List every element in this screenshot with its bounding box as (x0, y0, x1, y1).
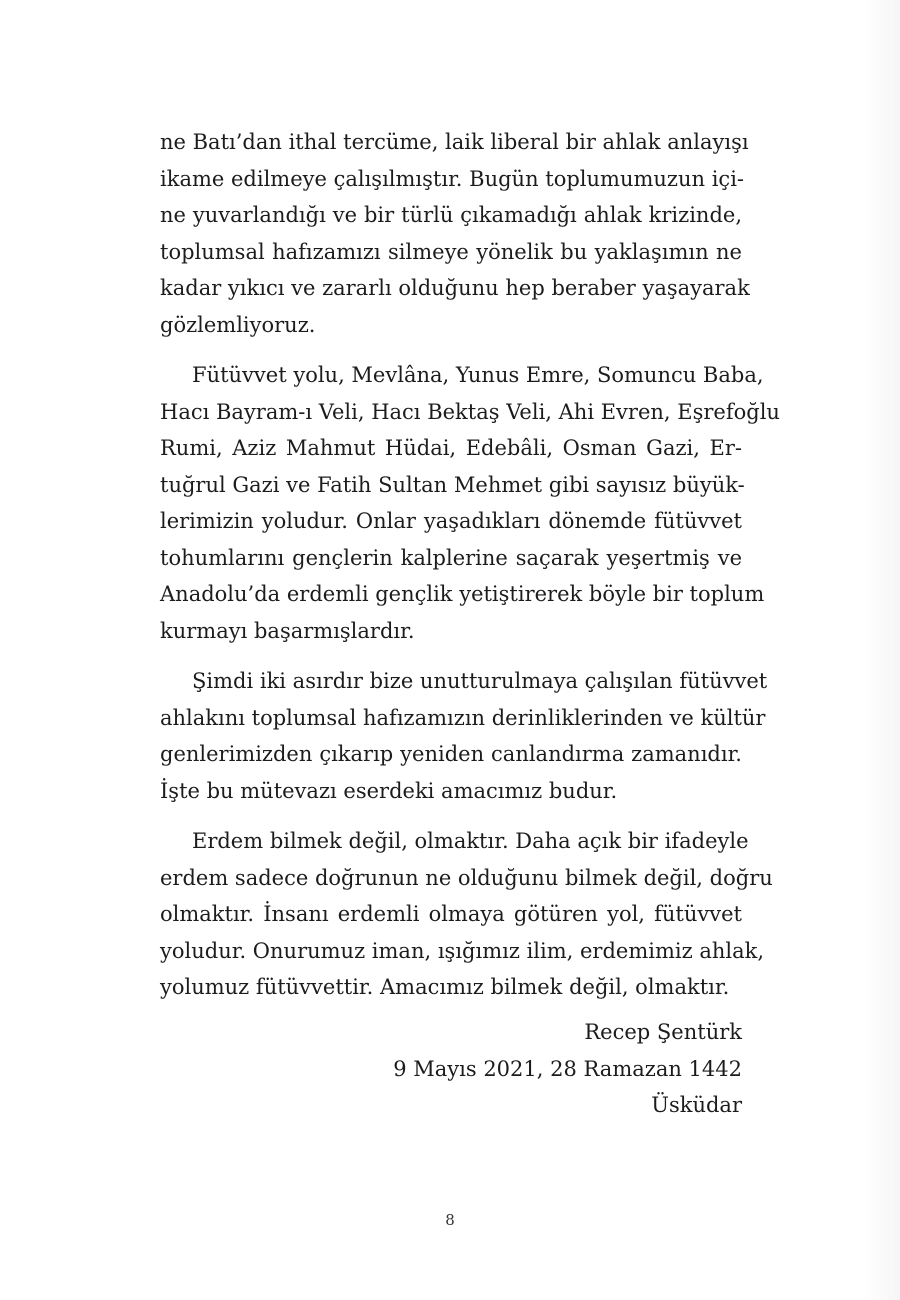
paragraph-4 (160, 823, 773, 1006)
text-line: tohumlarını gençlerin kalplerine saçarak yeşertmiş ve (160, 545, 742, 570)
text-line: olmaktır. İnsanı erdemli olmaya götüren yol, fütüvvet (160, 902, 742, 926)
text-line: ne Batı’dan ithal tercüme, laik liberal bir ahlak anlayışı (160, 130, 749, 154)
text-line: kurmayı başarmışlardır. (160, 618, 415, 643)
text-line: kadar yıkıcı ve zararlı olduğunu hep beraber yaşayarak (160, 276, 750, 300)
text-line: Rumi, Aziz Mahmut Hüdai, Edebâli, Osman Gazi, Er- (160, 436, 742, 460)
text-line: gözlemliyoruz. (160, 312, 316, 337)
author-name: Recep Şentürk (584, 1020, 742, 1044)
text-line: yolumuz fütüvvettir. Amacımız bilmek değil, olmaktır. (160, 975, 730, 999)
text-line: ne yuvarlandığı ve bir türlü çıkamadığı ahlak krizinde, (160, 203, 742, 227)
text-line: Fütüvvet yolu, Mevlâna, Yunus Emre, Somuncu Baba, (192, 363, 764, 387)
text-line: toplumsal hafızamızı silmeye yönelik bu yaklaşımın ne (160, 239, 742, 264)
body-text (160, 124, 780, 1020)
text-line: genlerimizden çıkarıp yeniden canlandırma zamanıdır. (160, 742, 742, 766)
page-edge (864, 0, 900, 1300)
signature-place: Üsküdar (651, 1093, 742, 1117)
signature-date: 9 Mayıs 2021, 28 Ramazan 1442 (393, 1056, 742, 1081)
paragraph-2 (160, 357, 780, 649)
paragraph-1 (160, 124, 750, 343)
text-line: lerimizin yoludur. Onlar yaşadıkları dönemde fütüvvet (160, 509, 742, 533)
paragraph-3 (160, 663, 768, 809)
text-line: İşte bu mütevazı eserdeki amacımız budur. (160, 778, 618, 803)
text-line: ikame edilmeye çalışılmıştır. Bugün toplumumuzun içi- (160, 166, 745, 191)
text-line: Anadolu’da erdemli gençlik yetiştirerek böyle bir toplum (160, 582, 765, 606)
text-line: ahlakını toplumsal hafızamızın derinliklerinden ve kültür (160, 705, 766, 730)
text-line: erdem sadece doğrunun ne olduğunu bilmek değil, doğru (160, 865, 773, 890)
text-line: Hacı Bayram-ı Veli, Hacı Bektaş Veli, Ahi Evren, Eşrefoğlu (160, 399, 780, 424)
signature-block (393, 1014, 742, 1124)
text-line: Erdem bilmek değil, olmaktır. Daha açık bir ifadeyle (192, 829, 749, 853)
text-line: tuğrul Gazi ve Fatih Sultan Mehmet gibi sayısız büyük- (160, 472, 745, 497)
text-line: Şimdi iki asırdır bize unutturulmaya çalışılan fütüvvet (192, 669, 768, 693)
page-number: 8 (445, 1211, 455, 1229)
text-line: yoludur. Onurumuz iman, ışığımız ilim, erdemimiz ahlak, (160, 938, 764, 963)
